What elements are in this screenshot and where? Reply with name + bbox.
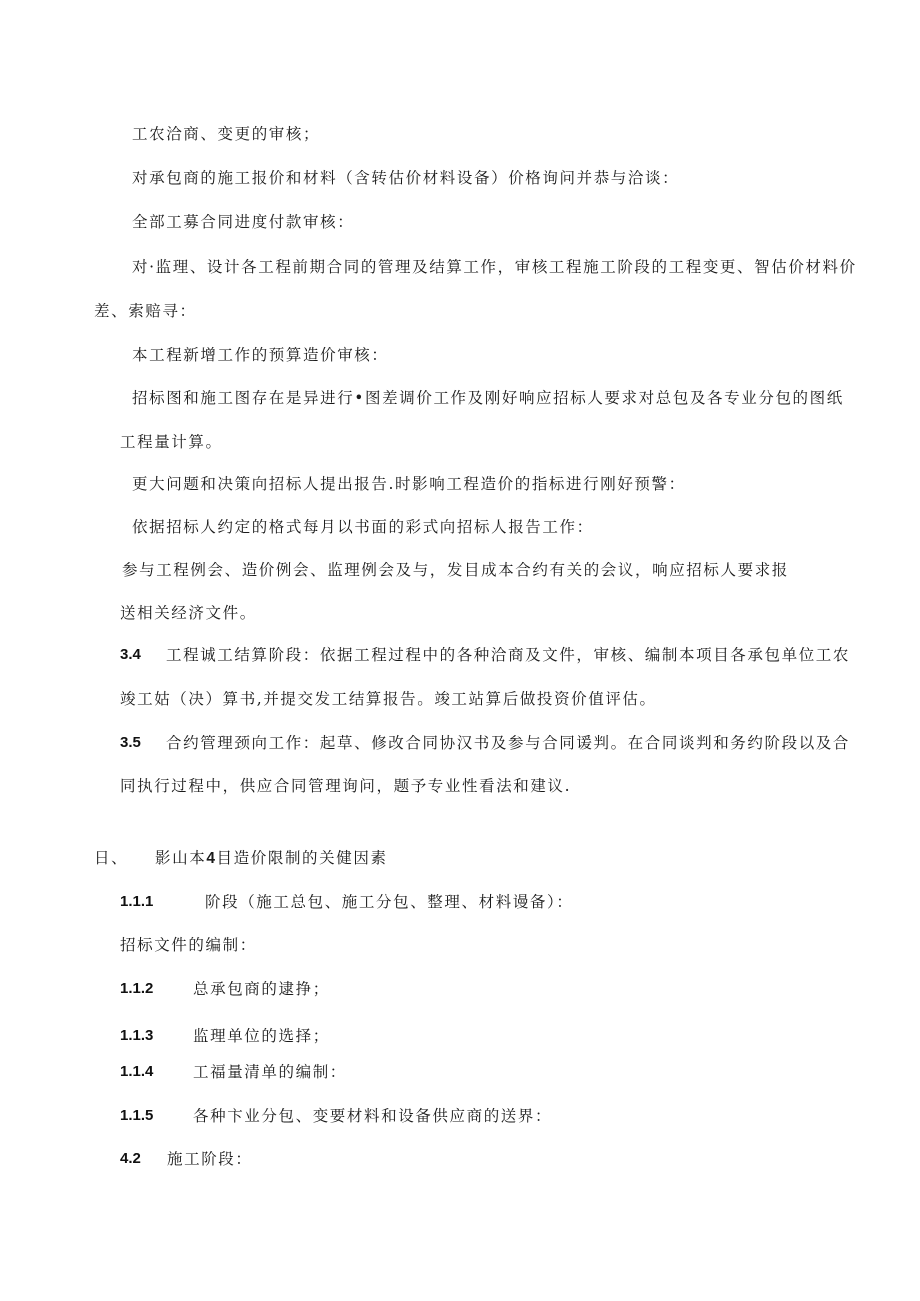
item-text: 招标文件的编制： [120, 936, 257, 954]
section-3-4-line-2: 竣工姑（决）算书,并提交发工结算报告。竣工站算后做投资价值评估。 [120, 690, 657, 708]
paragraph-line: 差、索赔寻： [94, 302, 197, 320]
paragraph-line: 全部工募合同进度付款审核： [132, 213, 355, 231]
item-number: 1.1.3 [120, 1027, 154, 1044]
paragraph-line: 更大问题和决策向招标人提出报告.时影响工程造价的指标进行刚好预警： [132, 475, 686, 493]
paragraph-line: 招标图和施工图存在是异进行•图差调价工作及刚好响应招标人要求对总包及各专业分包的图纸 [132, 389, 844, 407]
paragraph-line: 对·监理、设计各工程前期合同的管理及结算工作，审核工程施工阶段的工程变更、智估价材料价 [132, 258, 857, 276]
section-3-5-line-2: 同执行过程中，供应合同管理询问，题予专业性看法和建议. [120, 777, 572, 795]
item-text: 阶段（施工总包、施工分包、整理、材料谩备）： [205, 893, 574, 911]
item-number: 4.2 [120, 1150, 141, 1167]
item-number: 1.1.2 [120, 980, 154, 997]
paragraph-line: 对承包商的施工报价和材料（含转估价材料设备）价格询问并恭与洽谈： [132, 169, 680, 187]
paragraph-line: 本工程新增工作的预算造价审核： [132, 346, 389, 364]
paragraph-line: 参与工程例会、造价例会、监理例会及与，发目成本合约有关的会议，响应招标人要求报 [122, 561, 789, 579]
paragraph-line: 送相关经济文件。 [120, 604, 257, 622]
item-text: 施工阶段： [167, 1150, 253, 1168]
paragraph-line: 依据招标人约定的格式每月以书面的彩式向招标人报告工作： [132, 518, 594, 536]
heading-bold-digit: 4 [206, 850, 217, 867]
item-text: 工福量清单的编制： [193, 1063, 347, 1081]
item-number: 1.1.4 [120, 1063, 154, 1080]
item-number: 1.1.1 [120, 893, 154, 910]
item-text: 监理单位的选择； [193, 1027, 330, 1045]
item-text: 总承包商的逮挣； [193, 980, 330, 998]
section-3-4-line-1: 工程诚工结算阶段：依据工程过程中的各种洽商及文件，审核、编制本项目各承包单位工农 [166, 646, 851, 664]
section-heading [155, 848, 388, 869]
section-number-3-5: 3.5 [120, 734, 141, 751]
heading-text-a: 影山本 [155, 849, 207, 867]
paragraph-line: 工程量计算。 [120, 433, 223, 451]
heading-text-b: 目造价限制的关健因素 [216, 849, 388, 867]
paragraph-line: 工农洽商、变更的审核； [132, 125, 321, 143]
heading-prefix: 日、 [94, 849, 129, 867]
section-number-3-4: 3.4 [120, 646, 141, 663]
item-text: 各种卞业分包、变要材料和设备供应商的送界： [193, 1107, 553, 1125]
section-3-5-line-1: 合约管理颈向工作：起草、修改合同协汉书及参与合同谖判。在合同谈判和务约阶段以及合 [166, 734, 851, 752]
item-number: 1.1.5 [120, 1107, 154, 1124]
